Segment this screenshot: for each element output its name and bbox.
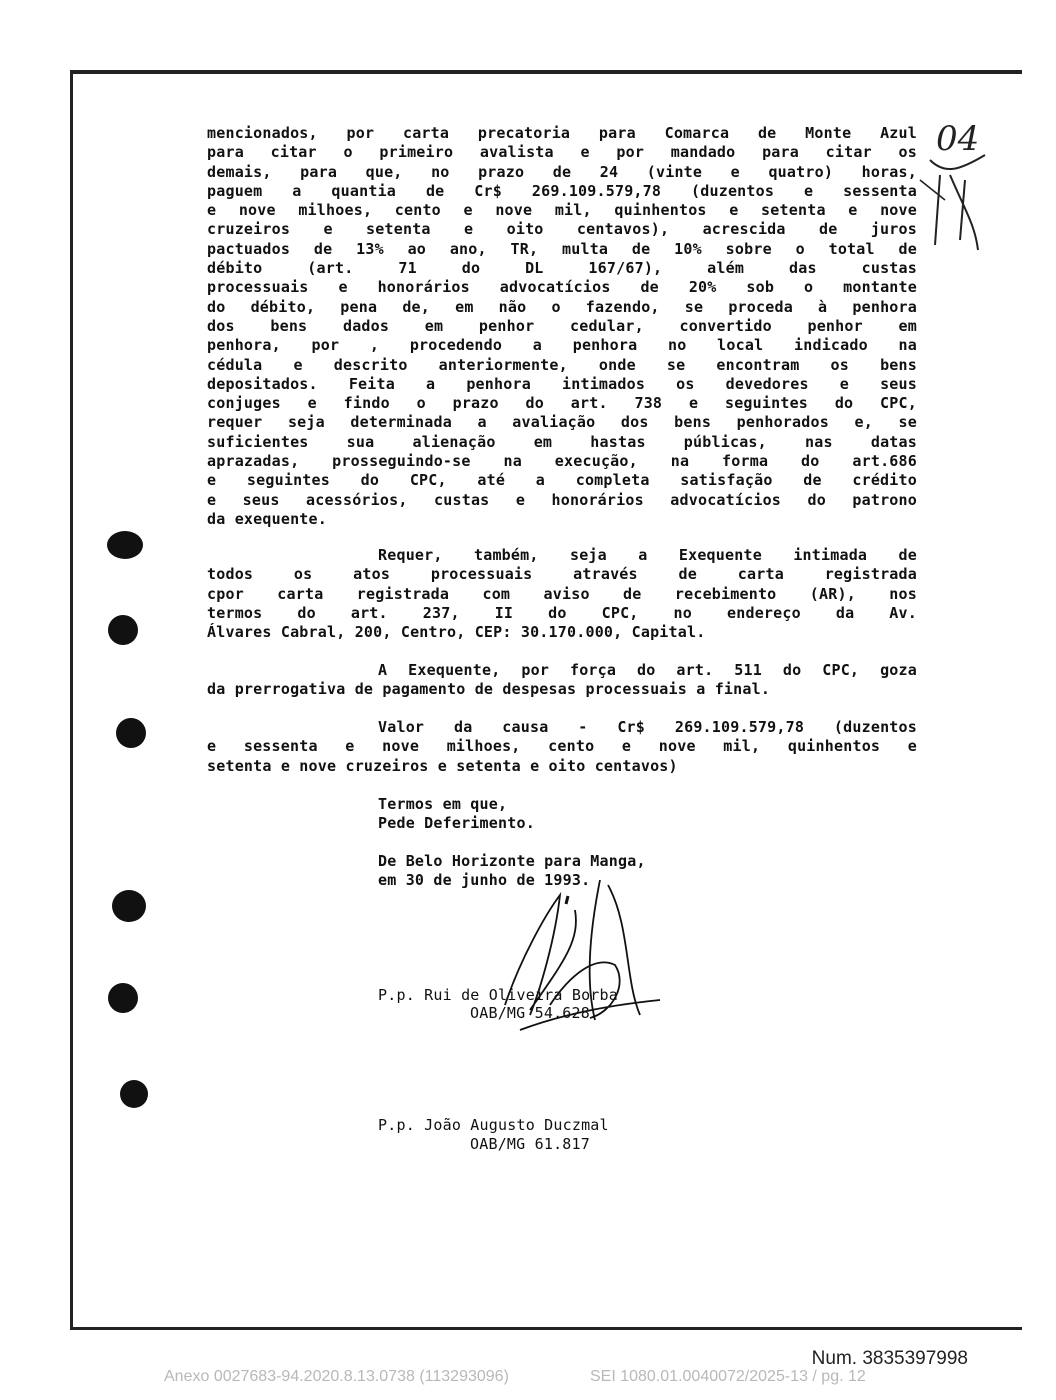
sei-page-reference: SEI 1080.01.0040072/2025-13 / pg. 12	[590, 1368, 866, 1385]
text-line: setenta e nove cruzeiros e setenta e oito centavos)	[207, 756, 678, 775]
text-line: suficientes sua alienação em hastas públicas, nas datas	[207, 432, 917, 451]
closing-line-1: Termos em que,	[378, 795, 508, 813]
text-line: da prerrogativa de pagamento de despesas processuais a final.	[207, 680, 771, 699]
text-line: da exequente.	[207, 509, 327, 528]
text-line: cruzeiros e setenta e oito centavos), acrescida de juros	[207, 220, 917, 239]
signatory-1-oab: OAB/MG 54.628	[470, 1004, 590, 1022]
text-line: débito (art. 71 do DL 167/67), além das custas	[207, 259, 917, 278]
text-line: cpor carta registrada com aviso de recebimento (AR), nos	[207, 584, 917, 603]
text-line: dos bens dados em penhor cedular, convertido penhor em	[207, 316, 917, 335]
signatory-2-name: P.p. João Augusto Duczmal	[378, 1116, 609, 1134]
text-line: A Exequente, por força do art. 511 do CPC, goza	[378, 661, 917, 679]
text-line: Requer, também, seja a Exequente intimada de	[378, 546, 917, 564]
text-line: penhora, por , procedendo a penhora no local indicado na	[207, 336, 917, 355]
text-line: e sessenta e nove milhoes, cento e nove mil, quinhentos e	[207, 737, 917, 756]
text-line: conjuges e findo o prazo do art. 738 e seguintes do CPC,	[207, 394, 917, 413]
text-line: e nove milhoes, cento e nove mil, quinhentos e setenta e nove	[207, 201, 917, 220]
text-line: Álvares Cabral, 200, Centro, CEP: 30.170.000, Capital.	[207, 623, 706, 642]
place-line: De Belo Horizonte para Manga,	[378, 852, 646, 870]
text-line: aprazadas, prosseguindo-se na execução, na forma do art.686	[207, 452, 917, 471]
text-line: depositados. Feita a penhora intimados os devedores e seus	[207, 374, 917, 393]
date-line: em 30 de junho de 1993.	[378, 871, 591, 889]
annex-reference: Anexo 0027683-94.2020.8.13.0738 (113293096)	[164, 1368, 509, 1385]
margin-note-text: 04	[936, 119, 980, 159]
document-number: Num. 3835397998	[811, 1348, 968, 1369]
text-line: para citar o primeiro avalista e por mandado para citar os	[207, 143, 917, 162]
text-line: cédula e descrito anteriormente, onde se encontram os bens	[207, 355, 917, 374]
text-line: do débito, pena de, em não o fazendo, se proceda à penhora	[207, 297, 917, 316]
closing-line-2: Pede Deferimento.	[378, 814, 535, 832]
text-line: todos os atos processuais através de carta registrada	[207, 565, 917, 584]
signatory-1-name: P.p. Rui de Oliveira Borba	[378, 986, 618, 1004]
text-line: e seguintes do CPC, até a completa satisfação de crédito	[207, 471, 917, 490]
text-line: mencionados, por carta precatoria para Comarca de Monte Azul	[207, 124, 917, 142]
text-line: requer seja determinada a avaliação dos bens penhorados e, se	[207, 413, 917, 432]
text-line: e seus acessórios, custas e honorários advocatícios do patrono	[207, 490, 917, 509]
text-line: pactuados de 13% ao ano, TR, multa de 10% sobre o total de	[207, 239, 917, 258]
text-line: processuais e honorários advocatícios de 20% sob o montante	[207, 278, 917, 297]
text-line: demais, para que, no prazo de 24 (vinte e quatro) horas,	[207, 162, 917, 181]
text-line: paguem a quantia de Cr$ 269.109.579,78 (duzentos e sessenta	[207, 181, 917, 200]
text-line: Valor da causa - Cr$ 269.109.579,78 (duzentos	[378, 718, 917, 736]
text-line: termos do art. 237, II do CPC, no endereço da Av.	[207, 603, 917, 622]
signatory-2-oab: OAB/MG 61.817	[470, 1135, 590, 1153]
